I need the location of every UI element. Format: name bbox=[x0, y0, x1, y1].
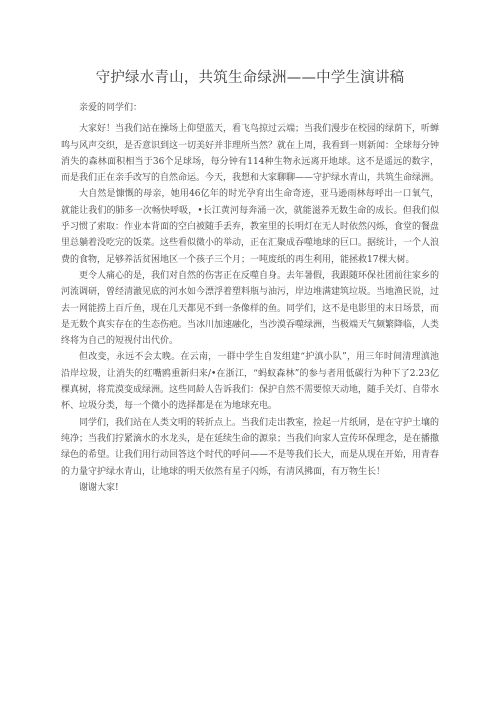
paragraph-closing: 谢谢大家! bbox=[79, 482, 119, 493]
paragraph-change: 但改变，永远不会太晚。在云南，一群中学生自发组建“护滇小队”，用三年时间清理滇池沿岸垃圾，让消失的红嘴鸥重新归来/•在浙江，“蚂蚁森林”的参与者用低碳行为种下了2.23亿棵真树，将荒漠变成绿洲。这些同龄人告诉我们：保护自然不需要惊天动地，随手关灯、自带水杯、垃圾分类，每一个微小的选择都是在为地球充电。 bbox=[61, 352, 440, 412]
document-title: 守护绿水青山，共筑生命绿洲——中学生演讲稿 bbox=[95, 70, 405, 86]
greeting: 亲爱的同学们： bbox=[79, 103, 143, 113]
paragraph-intro: 大家好！当我们站在操场上仰望蓝天，看飞鸟掠过云端；当我们漫步在校园的绿荫下，听蝉鸣与风声交织，是否意识到这一切美好并非理所当然？就在上周，我看到一则新闻：全球每分钟消失的森林面积相当于36个足球场，每分钟有114种生物永远离开地球。这不是遥远的数字，而是我们正在亲手改写的自然命运。今天，我想和大家聊聊——守护绿水青山，共筑生命绿洲。 bbox=[61, 124, 440, 184]
paragraph-call-to-action: 同学们，我们站在人类文明的转折点上。当我们走出教室，捡起一片纸屑，是在守护土壤的纯净；当我们拧紧滴水的水龙头，是在延续生命的源泉；当我们向家人宣传环保理念，是在播撒绿色的希望。让我们用行动回答这个时代的呼问——不是等我们长大，而是从现在开始，用青春的力量守护绿水青山，让地球的明天依然有星子闪烁，有清风拂面，有万物生长！ bbox=[61, 417, 440, 477]
document-body bbox=[61, 100, 439, 496]
paragraph-harm: 更令人痛心的是，我们对自然的伤害正在反噬自身。去年暑假，我跟随环保社团前往家乡的河流调研，曾经清澈见底的河水如今漂浮着塑料瓶与油污，岸边堆满建筑垃圾。当地渔民说，过去一网能捞上百斤鱼，现在几天都见不到一条像样的鱼。同学们，这不是电影里的末日场景，而是无数个真实存在的生态伤疤。当冰川加速融化，当沙漠吞噬绿洲，当极端天气频繁降临，人类终将为自己的短视付出代价。 bbox=[61, 270, 440, 347]
paragraph-nature: 大自然是慷慨的母亲，她用46亿年的时光孕育出生命奇迹，亚马逊雨林每呼出一口氧气，就能让我们的肺多一次畅快呼吸，•长江黄河每奔涌一次，就能滋养无数生命的成长。但我们似乎习惯了索取：作业本背面的空白被随手丢弃，教室里的长明灯在无人时依然闪烁，食堂的餐盘里总躺着没吃完的饭菜。这些看似微小的举动，正在汇聚成吞噬地球的巨口。据统计，一个人浪费的食物，足够养活贫困地区一个孩子三个月；一吨废纸的再生利用，能拯救17棵大树。 bbox=[61, 189, 440, 265]
